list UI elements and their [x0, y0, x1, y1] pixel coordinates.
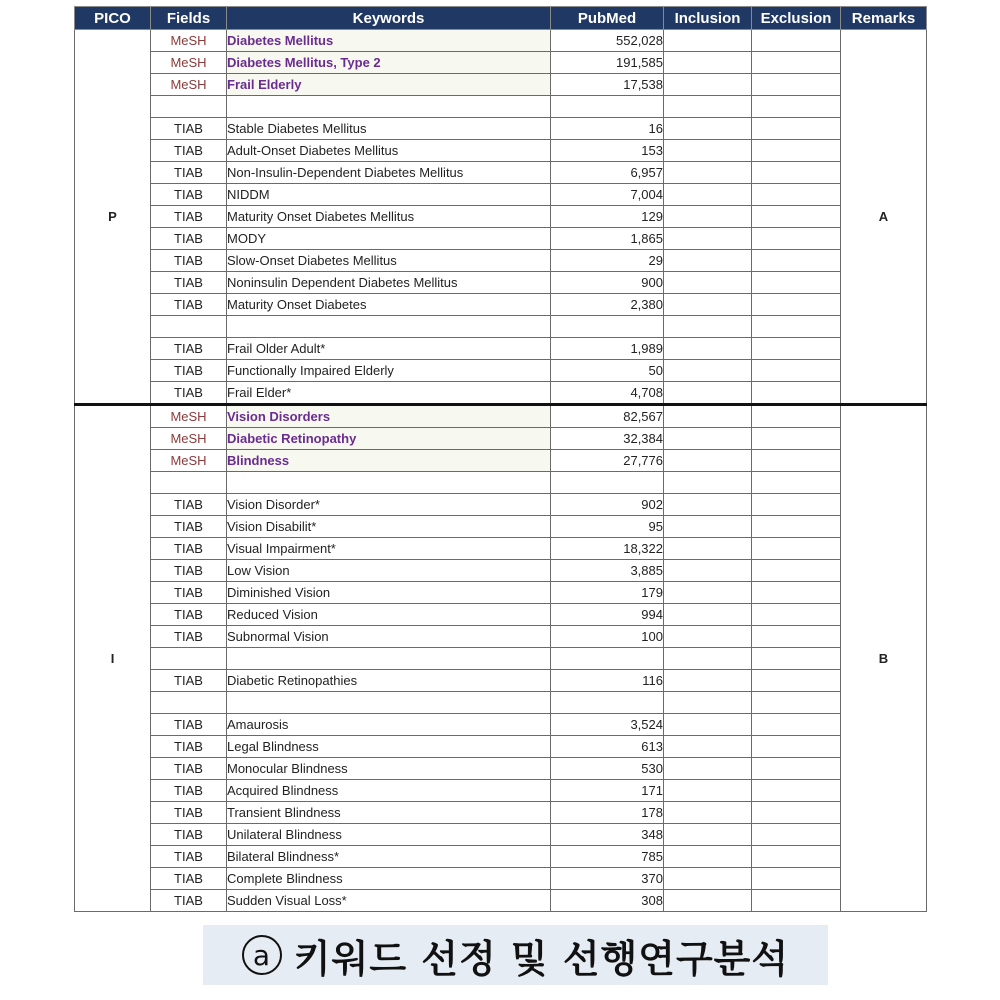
pubmed-count-cell: 50	[551, 360, 664, 382]
pubmed-count-cell	[551, 472, 664, 494]
pico-label: P	[75, 30, 151, 405]
inclusion-cell	[664, 714, 752, 736]
top-edge-strip	[0, 0, 80, 6]
exclusion-cell	[752, 714, 841, 736]
inclusion-cell	[664, 824, 752, 846]
table-row	[75, 626, 927, 648]
pubmed-count-cell: 2,380	[551, 294, 664, 316]
exclusion-cell	[752, 648, 841, 670]
exclusion-cell	[752, 206, 841, 228]
keyword-cell: Slow-Onset Diabetes Mellitus	[227, 250, 551, 272]
header-pubmed: PubMed	[551, 7, 664, 30]
table-row	[75, 648, 927, 670]
field-cell: MeSH	[151, 30, 227, 52]
inclusion-cell	[664, 758, 752, 780]
exclusion-cell	[752, 228, 841, 250]
field-cell: TIAB	[151, 758, 227, 780]
exclusion-cell	[752, 670, 841, 692]
exclusion-cell	[752, 626, 841, 648]
inclusion-cell	[664, 52, 752, 74]
table-row	[75, 228, 927, 250]
field-cell: TIAB	[151, 494, 227, 516]
field-cell: TIAB	[151, 206, 227, 228]
keyword-cell: Frail Elder*	[227, 382, 551, 405]
pubmed-count-cell: 179	[551, 582, 664, 604]
field-cell: TIAB	[151, 118, 227, 140]
table-row	[75, 714, 927, 736]
inclusion-cell	[664, 868, 752, 890]
keyword-cell	[227, 692, 551, 714]
table-row	[75, 360, 927, 382]
table-row	[75, 250, 927, 272]
keyword-cell: Transient Blindness	[227, 802, 551, 824]
inclusion-cell	[664, 516, 752, 538]
table-row	[75, 294, 927, 316]
table-row	[75, 516, 927, 538]
table-row	[75, 162, 927, 184]
exclusion-cell	[752, 30, 841, 52]
inclusion-cell	[664, 272, 752, 294]
field-cell: TIAB	[151, 670, 227, 692]
table-row	[75, 802, 927, 824]
header-inclusion: Inclusion	[664, 7, 752, 30]
table-header	[75, 7, 927, 30]
keyword-cell: Diminished Vision	[227, 582, 551, 604]
pubmed-count-cell: 27,776	[551, 450, 664, 472]
inclusion-cell	[664, 890, 752, 912]
table-row	[75, 560, 927, 582]
header-remarks: Remarks	[841, 7, 927, 30]
table-row	[75, 405, 927, 428]
exclusion-cell	[752, 272, 841, 294]
keyword-cell: Bilateral Blindness*	[227, 846, 551, 868]
pubmed-count-cell: 348	[551, 824, 664, 846]
field-cell: TIAB	[151, 846, 227, 868]
field-cell: MeSH	[151, 74, 227, 96]
field-cell: TIAB	[151, 250, 227, 272]
inclusion-cell	[664, 692, 752, 714]
table-row	[75, 692, 927, 714]
inclusion-cell	[664, 604, 752, 626]
inclusion-cell	[664, 626, 752, 648]
pubmed-count-cell: 95	[551, 516, 664, 538]
exclusion-cell	[752, 824, 841, 846]
exclusion-cell	[752, 405, 841, 428]
table-row	[75, 670, 927, 692]
field-cell	[151, 316, 227, 338]
pubmed-count-cell: 129	[551, 206, 664, 228]
field-cell: TIAB	[151, 626, 227, 648]
pubmed-count-cell: 6,957	[551, 162, 664, 184]
pubmed-count-cell: 552,028	[551, 30, 664, 52]
pubmed-count-cell: 530	[551, 758, 664, 780]
keyword-cell	[227, 472, 551, 494]
table-row	[75, 494, 927, 516]
inclusion-cell	[664, 538, 752, 560]
keyword-cell	[227, 648, 551, 670]
inclusion-cell	[664, 648, 752, 670]
table-row	[75, 604, 927, 626]
pubmed-count-cell: 82,567	[551, 405, 664, 428]
inclusion-cell	[664, 316, 752, 338]
pubmed-count-cell: 18,322	[551, 538, 664, 560]
field-cell: TIAB	[151, 294, 227, 316]
exclusion-cell	[752, 560, 841, 582]
remarks-label: B	[841, 405, 927, 912]
inclusion-cell	[664, 360, 752, 382]
inclusion-cell	[664, 338, 752, 360]
keyword-cell: Diabetic Retinopathies	[227, 670, 551, 692]
table-row	[75, 450, 927, 472]
keyword-cell: Vision Disorder*	[227, 494, 551, 516]
keyword-cell: Low Vision	[227, 560, 551, 582]
table-row	[75, 428, 927, 450]
table-row	[75, 736, 927, 758]
exclusion-cell	[752, 140, 841, 162]
exclusion-cell	[752, 890, 841, 912]
table-row	[75, 74, 927, 96]
exclusion-cell	[752, 736, 841, 758]
exclusion-cell	[752, 516, 841, 538]
pubmed-count-cell: 902	[551, 494, 664, 516]
pubmed-count-cell: 171	[551, 780, 664, 802]
inclusion-cell	[664, 450, 752, 472]
field-cell: TIAB	[151, 360, 227, 382]
table-row	[75, 538, 927, 560]
keyword-cell	[227, 316, 551, 338]
pubmed-count-cell: 900	[551, 272, 664, 294]
keyword-cell: Diabetic Retinopathy	[227, 428, 551, 450]
keyword-cell: Non-Insulin-Dependent Diabetes Mellitus	[227, 162, 551, 184]
field-cell: MeSH	[151, 52, 227, 74]
keyword-cell: Complete Blindness	[227, 868, 551, 890]
pubmed-count-cell: 3,524	[551, 714, 664, 736]
inclusion-cell	[664, 560, 752, 582]
table-row	[75, 758, 927, 780]
exclusion-cell	[752, 74, 841, 96]
inclusion-cell	[664, 294, 752, 316]
field-cell: TIAB	[151, 890, 227, 912]
field-cell: TIAB	[151, 162, 227, 184]
exclusion-cell	[752, 52, 841, 74]
pubmed-count-cell: 16	[551, 118, 664, 140]
exclusion-cell	[752, 360, 841, 382]
table-row	[75, 118, 927, 140]
keyword-cell: Amaurosis	[227, 714, 551, 736]
pubmed-count-cell: 7,004	[551, 184, 664, 206]
inclusion-cell	[664, 846, 752, 868]
field-cell: MeSH	[151, 450, 227, 472]
keyword-cell: Unilateral Blindness	[227, 824, 551, 846]
keyword-cell: Stable Diabetes Mellitus	[227, 118, 551, 140]
field-cell: TIAB	[151, 538, 227, 560]
exclusion-cell	[752, 316, 841, 338]
pubmed-count-cell: 178	[551, 802, 664, 824]
pubmed-count-cell: 785	[551, 846, 664, 868]
pubmed-count-cell	[551, 648, 664, 670]
inclusion-cell	[664, 184, 752, 206]
keyword-cell: Noninsulin Dependent Diabetes Mellitus	[227, 272, 551, 294]
field-cell: TIAB	[151, 868, 227, 890]
inclusion-cell	[664, 74, 752, 96]
field-cell: TIAB	[151, 736, 227, 758]
exclusion-cell	[752, 846, 841, 868]
keyword-cell: Adult-Onset Diabetes Mellitus	[227, 140, 551, 162]
exclusion-cell	[752, 780, 841, 802]
table-row	[75, 472, 927, 494]
field-cell: TIAB	[151, 780, 227, 802]
field-cell: TIAB	[151, 382, 227, 405]
exclusion-cell	[752, 692, 841, 714]
group-p-rows	[75, 30, 927, 405]
keyword-cell: Frail Older Adult*	[227, 338, 551, 360]
field-cell: TIAB	[151, 604, 227, 626]
inclusion-cell	[664, 118, 752, 140]
exclusion-cell	[752, 338, 841, 360]
exclusion-cell	[752, 472, 841, 494]
field-cell	[151, 96, 227, 118]
exclusion-cell	[752, 582, 841, 604]
inclusion-cell	[664, 250, 752, 272]
table-row	[75, 780, 927, 802]
exclusion-cell	[752, 758, 841, 780]
remarks-label: A	[841, 30, 927, 405]
field-cell: TIAB	[151, 140, 227, 162]
exclusion-cell	[752, 250, 841, 272]
table-row	[75, 868, 927, 890]
field-cell: TIAB	[151, 582, 227, 604]
keyword-cell	[227, 96, 551, 118]
field-cell: TIAB	[151, 228, 227, 250]
keyword-cell: Maturity Onset Diabetes Mellitus	[227, 206, 551, 228]
pubmed-count-cell: 4,708	[551, 382, 664, 405]
exclusion-cell	[752, 494, 841, 516]
exclusion-cell	[752, 868, 841, 890]
keyword-search-table	[74, 6, 927, 912]
inclusion-cell	[664, 780, 752, 802]
pubmed-count-cell	[551, 316, 664, 338]
inclusion-cell	[664, 670, 752, 692]
field-cell: TIAB	[151, 272, 227, 294]
field-cell: TIAB	[151, 338, 227, 360]
exclusion-cell	[752, 604, 841, 626]
header-keywords: Keywords	[227, 7, 551, 30]
exclusion-cell	[752, 184, 841, 206]
field-cell: TIAB	[151, 802, 227, 824]
table-row	[75, 96, 927, 118]
table-row	[75, 140, 927, 162]
table-row	[75, 582, 927, 604]
pubmed-count-cell: 116	[551, 670, 664, 692]
keyword-cell: NIDDM	[227, 184, 551, 206]
keyword-cell: Functionally Impaired Elderly	[227, 360, 551, 382]
keyword-cell: Acquired Blindness	[227, 780, 551, 802]
caption-text: 키워드 선정 및 선행연구분석	[293, 936, 790, 981]
table-row	[75, 338, 927, 360]
header-fields: Fields	[151, 7, 227, 30]
inclusion-cell	[664, 162, 752, 184]
table-row	[75, 316, 927, 338]
table-row	[75, 52, 927, 74]
pubmed-count-cell: 29	[551, 250, 664, 272]
keyword-cell: Diabetes Mellitus	[227, 30, 551, 52]
pubmed-count-cell: 613	[551, 736, 664, 758]
keyword-cell: Subnormal Vision	[227, 626, 551, 648]
table-row	[75, 382, 927, 405]
header-pico: PICO	[75, 7, 151, 30]
exclusion-cell	[752, 538, 841, 560]
field-cell: TIAB	[151, 516, 227, 538]
inclusion-cell	[664, 428, 752, 450]
pubmed-count-cell: 994	[551, 604, 664, 626]
pubmed-count-cell: 1,865	[551, 228, 664, 250]
exclusion-cell	[752, 450, 841, 472]
keyword-cell: Vision Disorders	[227, 405, 551, 428]
inclusion-cell	[664, 405, 752, 428]
table-row	[75, 206, 927, 228]
pubmed-count-cell: 370	[551, 868, 664, 890]
table-row	[75, 890, 927, 912]
exclusion-cell	[752, 294, 841, 316]
keyword-cell: Sudden Visual Loss*	[227, 890, 551, 912]
header-exclusion: Exclusion	[752, 7, 841, 30]
keyword-cell: Frail Elderly	[227, 74, 551, 96]
pubmed-count-cell: 32,384	[551, 428, 664, 450]
keyword-cell: Visual Impairment*	[227, 538, 551, 560]
inclusion-cell	[664, 802, 752, 824]
inclusion-cell	[664, 736, 752, 758]
pubmed-count-cell: 100	[551, 626, 664, 648]
exclusion-cell	[752, 162, 841, 184]
inclusion-cell	[664, 96, 752, 118]
field-cell: MeSH	[151, 405, 227, 428]
keyword-cell: Reduced Vision	[227, 604, 551, 626]
table-row	[75, 184, 927, 206]
field-cell: MeSH	[151, 428, 227, 450]
inclusion-cell	[664, 582, 752, 604]
pubmed-count-cell: 308	[551, 890, 664, 912]
field-cell	[151, 472, 227, 494]
keyword-cell: Blindness	[227, 450, 551, 472]
exclusion-cell	[752, 802, 841, 824]
figure-caption	[203, 925, 828, 985]
table-row	[75, 272, 927, 294]
caption-marker: a	[242, 935, 282, 975]
exclusion-cell	[752, 118, 841, 140]
field-cell	[151, 648, 227, 670]
pubmed-count-cell: 191,585	[551, 52, 664, 74]
field-cell: TIAB	[151, 714, 227, 736]
keyword-cell: Maturity Onset Diabetes	[227, 294, 551, 316]
keyword-cell: Legal Blindness	[227, 736, 551, 758]
inclusion-cell	[664, 30, 752, 52]
field-cell: TIAB	[151, 560, 227, 582]
pubmed-count-cell: 17,538	[551, 74, 664, 96]
inclusion-cell	[664, 472, 752, 494]
table-row	[75, 824, 927, 846]
exclusion-cell	[752, 96, 841, 118]
table-row	[75, 30, 927, 52]
field-cell: TIAB	[151, 824, 227, 846]
keyword-cell: MODY	[227, 228, 551, 250]
field-cell	[151, 692, 227, 714]
inclusion-cell	[664, 382, 752, 405]
exclusion-cell	[752, 382, 841, 405]
pubmed-count-cell: 153	[551, 140, 664, 162]
keyword-cell: Monocular Blindness	[227, 758, 551, 780]
inclusion-cell	[664, 206, 752, 228]
inclusion-cell	[664, 228, 752, 250]
inclusion-cell	[664, 494, 752, 516]
group-i-rows	[75, 405, 927, 912]
pubmed-count-cell	[551, 96, 664, 118]
inclusion-cell	[664, 140, 752, 162]
pubmed-count-cell: 3,885	[551, 560, 664, 582]
table-row	[75, 846, 927, 868]
pubmed-count-cell	[551, 692, 664, 714]
field-cell: TIAB	[151, 184, 227, 206]
keyword-cell: Vision Disabilit*	[227, 516, 551, 538]
pico-label: I	[75, 405, 151, 912]
exclusion-cell	[752, 428, 841, 450]
pubmed-count-cell: 1,989	[551, 338, 664, 360]
keyword-cell: Diabetes Mellitus, Type 2	[227, 52, 551, 74]
